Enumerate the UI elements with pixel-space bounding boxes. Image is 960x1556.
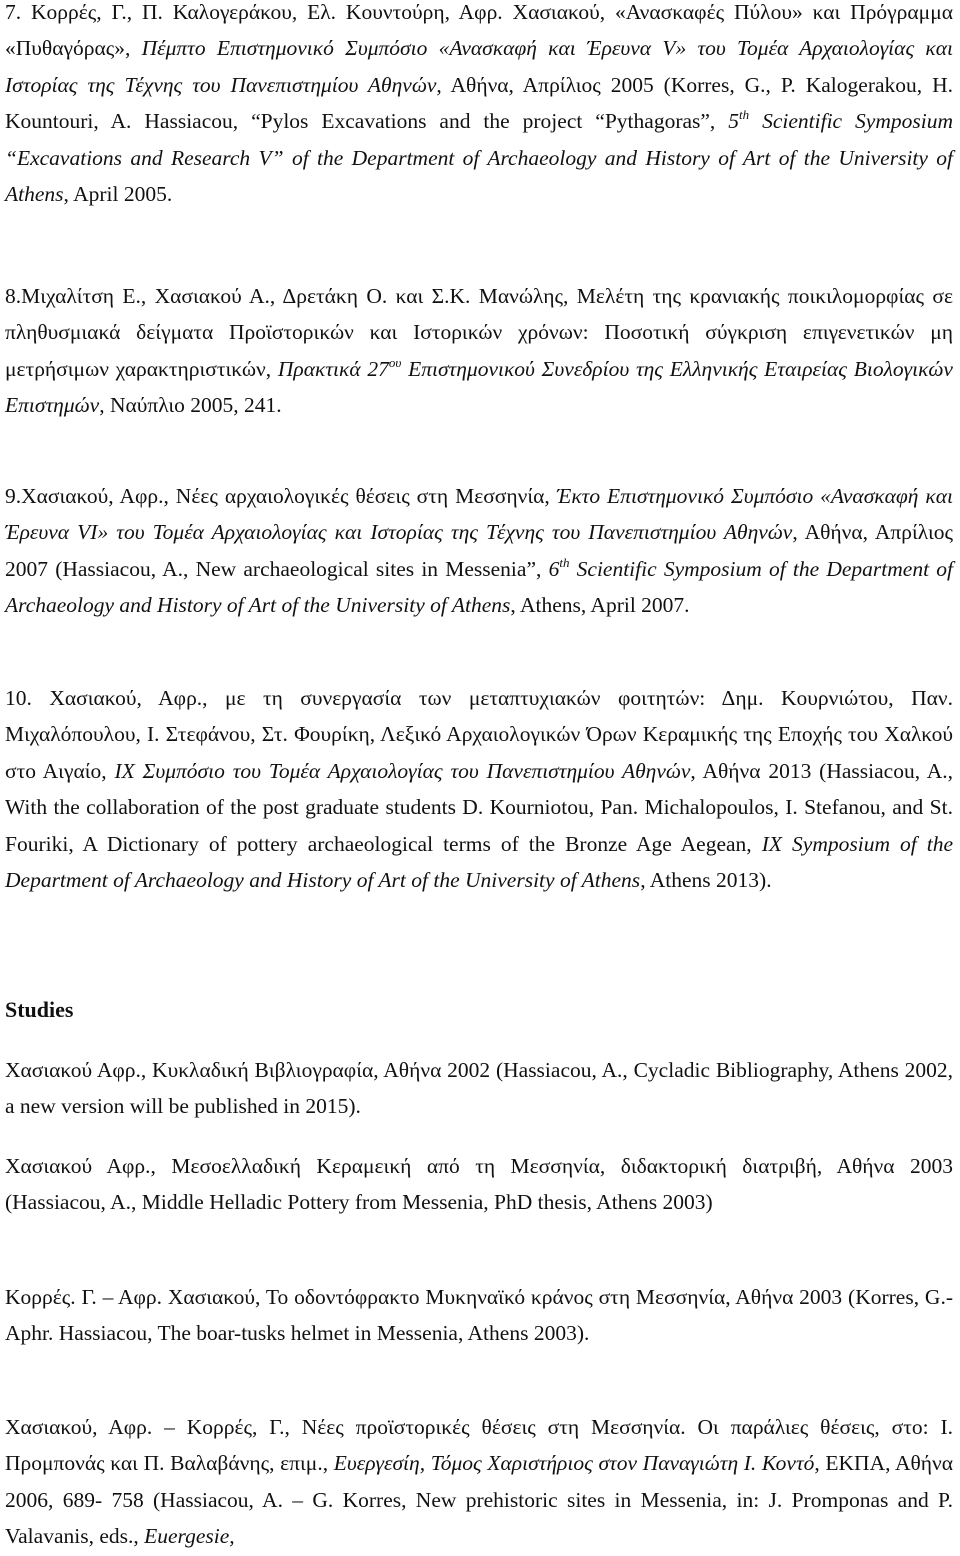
reference-7 — [5, 0, 953, 212]
reference-number: 8. — [5, 284, 22, 308]
text-segment: Scientific Symposium “Excavations and Research V” of the Department of Archaeology and History of Art of the University of Athens — [5, 109, 953, 207]
text-segment: , Αθήνα 2013 (Hassiacou, A., With the collaboration of the post graduate students D. Kourniotou, Pan. Michalopoulos, I. Stefanou, and St. Fouriki, A Dictionary of pottery archaeological terms of the Bronze Age Aegean, — [5, 758, 954, 856]
text-segment: , Αθήνα, Απρίλιος 2005 (Korres, G., P. Kalogerakou, H. Kountouri, A. Hassiacou, “Pylos Excavations and the project “Pythagoras”, — [5, 72, 953, 134]
reference-9 — [5, 478, 953, 624]
text-segment: 5 — [728, 109, 740, 134]
text-segment: Euergesie, — [144, 1524, 235, 1549]
text-segment: Επιστημονικού Συνεδρίου της Ελληνικής Εταιρείας Βιολογικών Επιστημών — [5, 356, 953, 418]
text-segment: Χασιακού Αφρ., Κυκλαδική Βιβλιογραφία, Αθήνα 2002 (Hassiacou, A., Cycladic Bibliography, Athens 2002, a new version will be published in 2015). — [5, 1058, 953, 1119]
text-segment: Μιχαλίτση Ε., Χασιακού Α., Δρετάκη Ο. και Σ.Κ. Μανώλης, Μελέτη της κρανιακής ποικιλομορφίας σε πληθυσμιακά δείγματα Προϊστορικών και Ιστορικών χρόνων: Ποσοτική σύγκριση επιγενετικών μη μετρήσιμων χαρακτηριστικών, — [5, 284, 953, 381]
reference-number: 10. — [5, 686, 32, 710]
study-entry-2 — [5, 1148, 953, 1221]
studies-heading: Studies — [5, 997, 74, 1022]
text-segment: Κορρές, Γ., Π. Καλογεράκου, Ελ. Κουντούρη, Αφρ. Χασιακού, «Ανασκαφές Πύλου» και Πρόγραμμα «Πυθαγόρας», — [5, 0, 953, 61]
text-segment: 6 — [548, 556, 560, 581]
text-segment: th — [739, 107, 750, 123]
text-segment: , Ναύπλιο 2005, 241. — [99, 393, 282, 418]
text-segment: Κορρές. Γ. – Αφρ. Χασιακού, Το οδοντόφρακτο Μυκηναϊκό κράνος στη Μεσσηνία, Αθήνα 2003 (Korres, G.- Aphr. Hassiacou, The boar-tusks helmet in Messenia, Athens 2003). — [5, 1285, 953, 1346]
text-segment: Πέμπτο Επιστημονικό Συμπόσιο «Ανασκαφή και Έρευνα V» του Τομέα Αρχαιολογίας και Ιστορίας της Τέχνης του Πανεπιστημίου Αθηνών — [5, 36, 953, 97]
text-segment: Χασιακού, Αφρ. – Κορρές, Γ., Νέες προϊστορικές θέσεις στη Μεσσηνία. Οι παράλιες θέσεις, στο: Ι. Προμπονάς και Π. Βαλαβάνης, επιμ., — [5, 1415, 953, 1476]
study-entry-3 — [5, 1279, 953, 1352]
reference-8 — [5, 278, 953, 424]
text-segment: th — [559, 554, 570, 570]
text-segment: , Athens 2013). — [640, 868, 772, 893]
study-entry-4 — [5, 1409, 953, 1555]
text-segment: IX Symposium of the Department of Archaeology and History of Art of the University of Athens — [5, 831, 954, 893]
text-segment: Scientific Symposium of the Department of Archaeology and History of Art of the University of Athens — [5, 556, 953, 618]
text-segment: , April 2005. — [63, 182, 173, 207]
study-entry-1 — [5, 1052, 953, 1125]
text-segment: Πρακτικά 27 — [277, 356, 389, 381]
text-segment: , ΕΚΠΑ, Αθήνα 2006, 689- 758 (Hassiacou, A. – G. Korres, New prehistoric sites in Messenia, in: J. Promponas and P. Valavanis, eds., — [5, 1451, 953, 1549]
reference-number: 9. — [5, 484, 22, 508]
text-segment: , Athens, April 2007. — [510, 593, 690, 618]
text-segment: Ευεργεσίη, Τόμος Χαριστήριος στον Παναγιώτη Ι. Κοντό — [333, 1451, 815, 1476]
text-segment: IX Συμπόσιο του Τομέα Αρχαιολογίας του Πανεπιστημίου Αθηνών — [114, 758, 691, 783]
text-segment: Χασιακού, Αφρ., με τη συνεργασία των μεταπτυχιακών φοιτητών: Δημ. Κουρνιώτου, Παν. Μιχαλόπουλου, Ι. Στεφάνου, Στ. Φουρίκη, Λεξικό Αρχαιολογικών Όρων Κεραμικής της Εποχής του Χαλκού στο Αιγαίο, — [5, 686, 953, 783]
text-segment: Χασιακού Αφρ., Μεσοελλαδική Κεραμεική από τη Μεσσηνία, διδακτορική διατριβή, Αθήνα 2003 (Hassiacou, A., Middle Helladic Pottery from Messenia, PhD thesis, Athens 2003) — [5, 1154, 953, 1215]
text-segment: Χασιακού, Αφρ., Νέες αρχαιολογικές θέσεις στη Μεσσηνία, — [21, 484, 557, 508]
reference-number: 7. — [5, 0, 22, 24]
reference-10 — [5, 680, 953, 898]
text-segment: , Αθήνα, Απρίλιος 2007 (Hassiacou, A., New archaeological sites in Messenia”, — [5, 520, 953, 581]
text-segment: ου — [388, 354, 402, 370]
text-segment: Έκτο Επιστημονικό Συμπόσιο «Ανασκαφή και Έρευνα VI» του Τομέα Αρχαιολογίας και Ιστορίας της Τέχνης του Πανεπιστημίου Αθηνών — [5, 484, 953, 545]
